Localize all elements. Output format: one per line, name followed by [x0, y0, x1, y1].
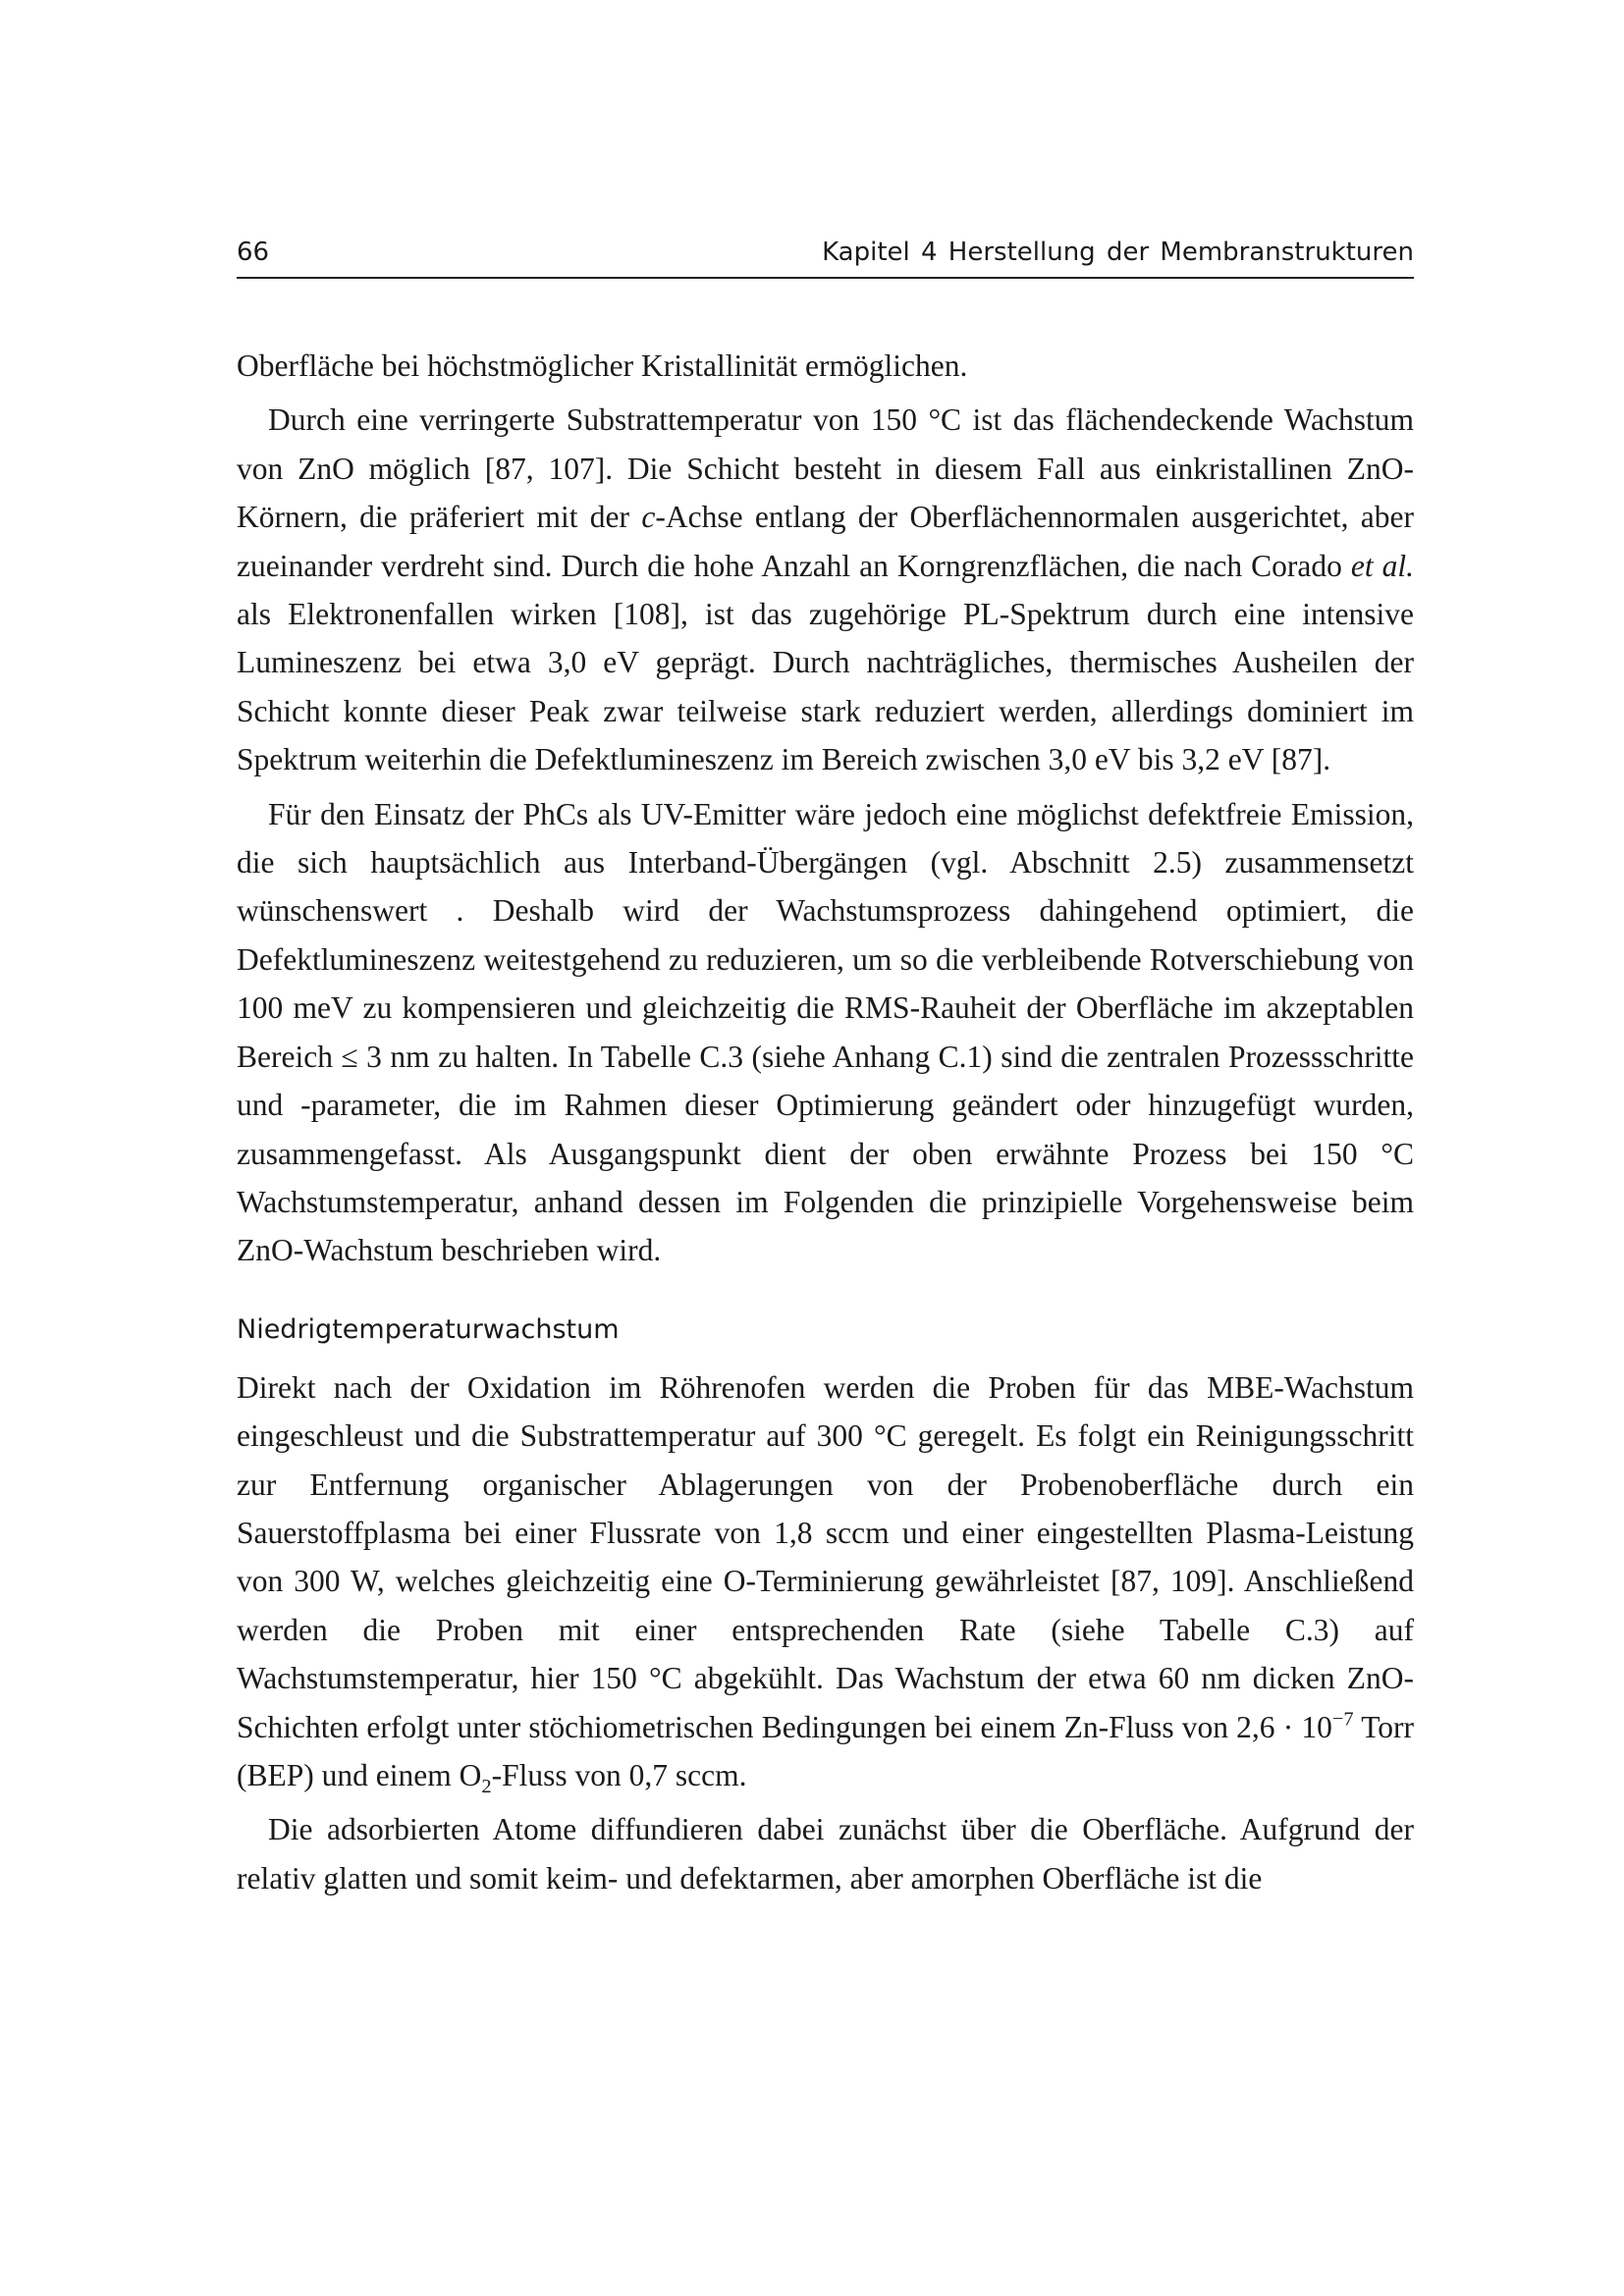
- paragraph-3: Für den Einsatz der PhCs als UV-Emitter wäre jedoch eine möglichst defektfreie Emission, die sich hauptsächlich aus Interband-Übergängen (vgl. Abschnitt 2.5) zusammensetzt wünschenswert . Deshalb wird der Wachstumsprozess dahingehend optimiert, die Defektlumineszenz weitestgehend zu reduzieren, um so die verbleibende Rotverschiebung von 100 meV zu kompensieren und gleichzeitig die RMS-Rauheit der Oberfläche im akzeptablen Bereich ≤ 3 nm zu halten. In Tabelle C.3 (siehe Anhang C.1) sind die zentralen Prozessschritte und -parameter, die im Rahmen dieser Optimierung geändert oder hinzugefügt wurden, zusammengefasst. Als Ausgangspunkt dient der oben erwähnte Prozess bei 150 °C Wachstumstemperatur, anhand dessen im Folgenden die prinzipielle Vorgehensweise beim ZnO-Wachstum beschrieben wird.: [237, 796, 1414, 1268]
- paragraph-2-part-d: als Elektronenfallen wirken [108], ist das zugehörige PL-Spektrum durch eine intensive Lumineszenz bei etwa 3,0 eV geprägt. Durch nachträgliches, thermisches Ausheilen der Schicht konnte dieser Peak zwar teilweise stark reduziert werden, allerdings dominiert im Spektrum weiterhin die Defektlumineszenz im Bereich zwischen 3,0 eV bis 3,2 eV [87].: [237, 597, 1414, 777]
- paragraph-4: [237, 1363, 1414, 1800]
- paragraph-2: [237, 396, 1414, 783]
- subscript: 2: [481, 1776, 492, 1798]
- paragraph-4-part-a: Direkt nach der Oxidation im Röhrenofen werden die Proben für das MBE-Wachstum eingeschleust und die Substrattemperatur auf 300 °C geregelt. Es folgt ein Reinigungsschritt zur Entfernung organischer Ablagerungen von der Probenoberfläche durch ein Sauerstoffplasma bei einer Flussrate von 1,8 sccm und einer eingestellten Plasma-Leistung von 300 W, welches gleichzeitig eine O-Terminierung gewährleistet [87, 109]. Anschließend werden die Proben mit einer entsprechenden Rate (siehe Tabelle C.3) auf Wachstumstemperatur, hier 150 °C abgekühlt. Das Wachstum der etwa 60 nm dicken ZnO-Schichten erfolgt unter stöchiometrischen Bedingungen bei einem Zn-Fluss von 2,6 · 10: [237, 1369, 1414, 1744]
- paragraph-4-part-b: Torr (BEP) und einem O: [237, 1709, 1414, 1792]
- paragraph-2-part-a: Durch eine verringerte Substrattemperatur von 150 °C ist das flächendeckende Wachstum von ZnO möglich [87, 107]. Die Schicht besteht in diesem Fall aus einkristallinen ZnO-Körnern, die präferiert mit der: [237, 402, 1414, 535]
- exponent: −7: [1331, 1708, 1354, 1731]
- et-al: et al.: [1350, 548, 1414, 583]
- paragraph-4-part-c: -Fluss von 0,7 sccm.: [491, 1757, 747, 1792]
- page-number: 66: [237, 238, 270, 267]
- body-text: [237, 342, 1414, 1902]
- running-title: Kapitel 4 Herstellung der Membranstrukturen: [822, 238, 1414, 267]
- paragraph-5: Die adsorbierten Atome diffundieren dabei zunächst über die Oberfläche. Aufgrund der relativ glatten und somit keim- und defektarmen, aber amorphen Oberfläche ist die: [237, 1812, 1414, 1896]
- paragraph-2-part-b: -Achse entlang der Oberflächennormalen ausgerichtet, aber zueinander verdreht sind. Durch die hohe Anzahl an Korngrenzflächen, die nach Corado: [237, 500, 1415, 583]
- c-axis-symbol: c: [641, 500, 656, 535]
- running-header: [237, 238, 1414, 279]
- paragraph-1: Oberfläche bei höchstmöglicher Kristallinität ermöglichen.: [237, 348, 968, 383]
- section-heading: Niedrigtemperaturwachstum: [237, 1313, 620, 1345]
